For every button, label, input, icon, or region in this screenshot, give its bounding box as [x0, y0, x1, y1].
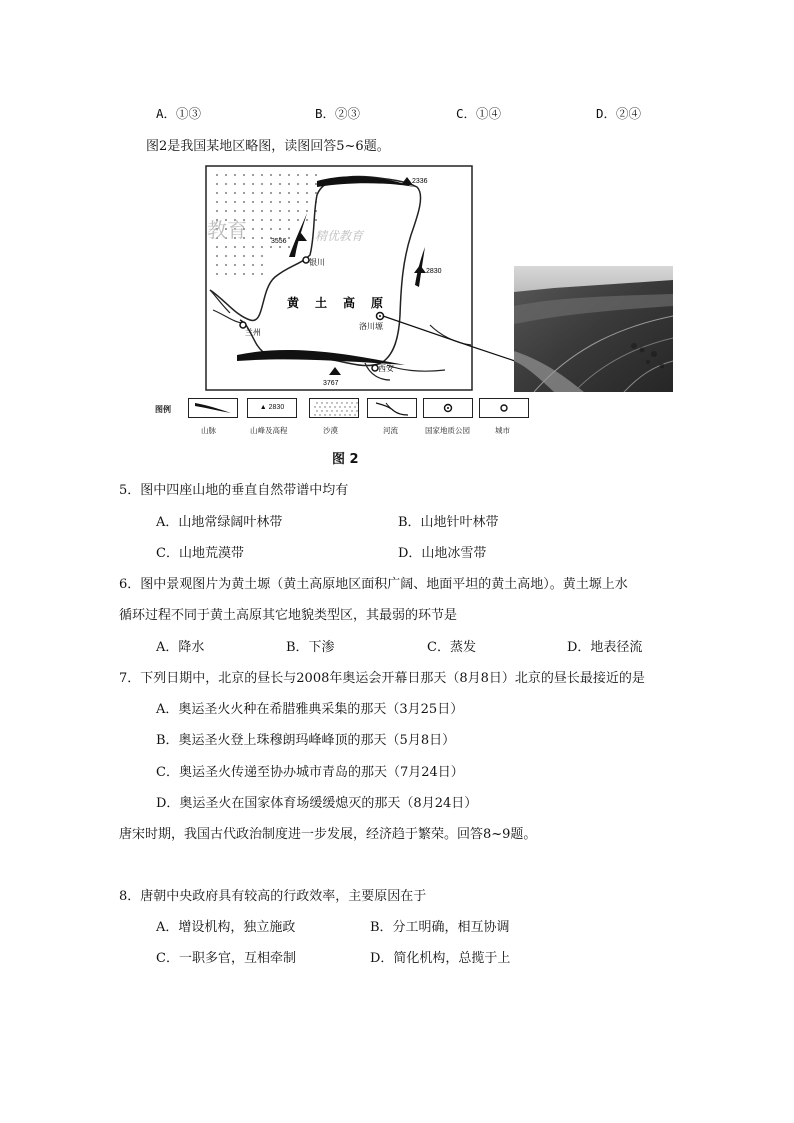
- legend-geopark-icon: [423, 398, 473, 418]
- q6-option-c: C．蒸发: [427, 640, 476, 655]
- q8-option-a: A．增设机构，独立施政: [156, 920, 296, 935]
- q5-option-c: C．山地荒漠带: [156, 546, 244, 561]
- q5-stem: 5．图中四座山地的垂直自然带谱中均有: [119, 483, 349, 498]
- q8-stem: 8．唐朝中央政府具有较高的行政效率，主要原因在于: [119, 889, 427, 904]
- q8-option-d: D．简化机构，总揽于上: [370, 951, 511, 966]
- city-yinchuan: 银川: [309, 258, 325, 267]
- region-char-2: 土: [315, 296, 328, 310]
- peak-2336: 2336: [412, 178, 428, 185]
- watermark-left: 教育: [207, 220, 247, 242]
- q5-option-a: A．山地常绿阔叶林带: [156, 515, 283, 530]
- q4-option-b: B．②③: [315, 106, 361, 121]
- watermark-mid: 精优教育: [315, 229, 364, 243]
- q7-option-d: D．奥运圣火在国家体育场缓缓熄灭的那天（8月24日）: [156, 796, 478, 811]
- q4-option-d: D．②④: [596, 106, 642, 121]
- legend-label-desert: 沙漠: [323, 426, 338, 435]
- q5-option-b: B．山地针叶林带: [398, 515, 499, 530]
- q4-option-c: C．①④: [456, 106, 502, 121]
- city-xian: 西安: [378, 364, 394, 373]
- region-char-1: 黄: [287, 296, 300, 310]
- q6-option-a: A．降水: [156, 640, 205, 655]
- legend-desert-icon: [309, 398, 359, 418]
- q7-stem: 7．下列日期中，北京的昼长与2008年奥运会开幕日那天（8月8日）北京的昼长最接近的是: [119, 671, 645, 686]
- legend-label-geopark: 国家地质公园: [425, 426, 470, 435]
- legend-label-river: 河流: [383, 426, 398, 435]
- legend-title: 图例: [155, 405, 171, 414]
- peak-3767: 3767: [323, 380, 339, 387]
- legend-label-city: 城市: [495, 426, 510, 435]
- q7-option-c: C．奥运圣火传递至协办城市青岛的那天（7月24日）: [156, 765, 464, 780]
- legend-peak-icon: ▲ 2830: [247, 398, 297, 418]
- figure-caption: 图 2: [332, 452, 359, 467]
- pointer-line: [473, 346, 515, 362]
- q6-stem-line1: 6．图中景观图片为黄土塬（黄土高原地区面积广阔、地面平坦的黄土高地）。黄土塬上水: [119, 577, 628, 592]
- intro-8-9: 唐宋时期，我国古代政治制度进一步发展，经济趋于繁荣。回答8~9题。: [119, 827, 537, 842]
- city-lanzhou: 兰州: [245, 328, 261, 337]
- peak-2830: 2830: [426, 268, 442, 275]
- intro-5-6: 图2是我国某地区略图，读图回答5~6题。: [146, 139, 390, 154]
- legend-city-icon: [479, 398, 529, 418]
- loess-plateau-map: [205, 165, 473, 391]
- region-char-4: 原: [371, 296, 384, 310]
- q8-option-b: B．分工明确，相互协调: [370, 920, 510, 935]
- q6-option-b: B．下渗: [286, 640, 335, 655]
- q7-option-b: B．奥运圣火登上珠穆朗玛峰峰顶的那天（5月8日）: [156, 733, 456, 748]
- q7-option-a: A．奥运圣火火种在希腊雅典采集的那天（3月25日）: [156, 702, 464, 717]
- legend-mountain-icon: [188, 398, 238, 418]
- legend-label-mountain: 山脉: [201, 426, 216, 435]
- q5-option-d: D．山地冰雪带: [398, 546, 487, 561]
- legend-label-peak: 山峰及高程: [250, 426, 288, 435]
- peak-3556: 3556: [271, 238, 287, 245]
- geopark-luochuan: 洛川塬: [359, 322, 383, 331]
- loess-tableland-photo: [514, 266, 673, 392]
- q6-stem-line2: 循环过程不同于黄土高原其它地貌类型区，其最弱的环节是: [119, 608, 458, 623]
- legend-river-icon: [367, 398, 417, 418]
- q8-option-c: C．一职多官，互相牵制: [156, 951, 296, 966]
- q4-option-a: A．①③: [156, 106, 202, 121]
- region-char-3: 高: [343, 296, 356, 310]
- q6-option-d: D．地表径流: [567, 640, 643, 655]
